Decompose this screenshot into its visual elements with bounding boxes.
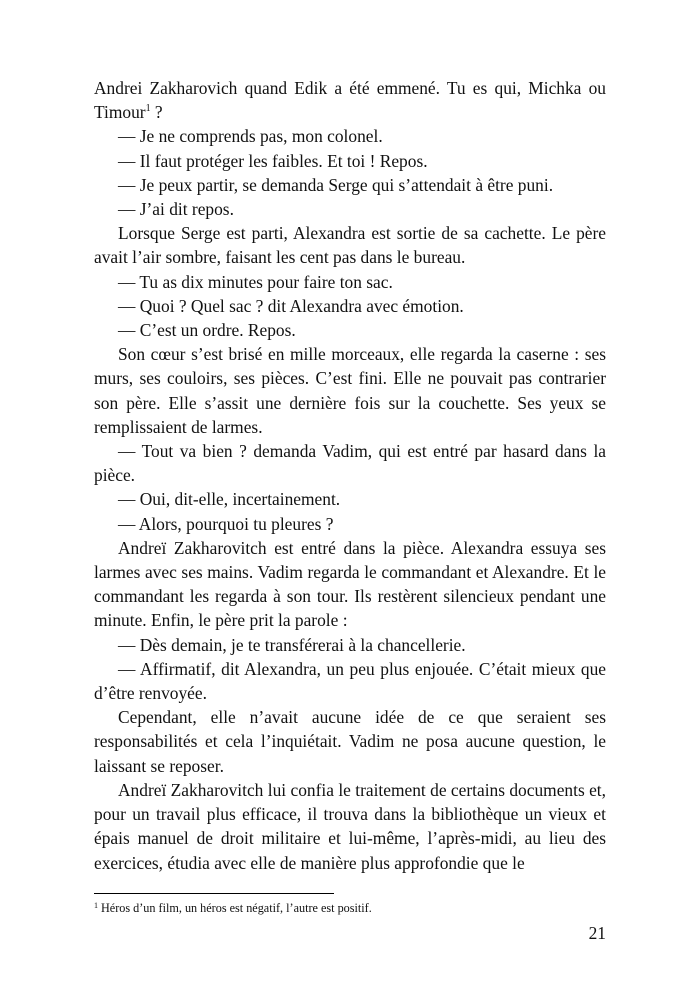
footnote-reference: 1 (145, 103, 151, 115)
paragraph-text: Andrei Zakharovich quand Edik a été emmené. Tu es qui, Michka ou Timour (94, 78, 606, 123)
paragraph: — Dès demain, je te transférerai à la chancellerie. (118, 634, 466, 655)
paragraph: — C’est un ordre. Repos. (118, 320, 296, 341)
footnote-marker: 1 (94, 901, 98, 910)
paragraph: — Je ne comprends pas, mon colonel. (118, 126, 383, 147)
paragraph: Lorsque Serge est parti, Alexandra est sortie de sa cachette. Le père avait l’air sombre, faisant les cent pas dans le bureau. (94, 223, 606, 268)
footnote (94, 901, 606, 916)
paragraph (94, 76, 606, 124)
footnote-text: Héros d’un film, un héros est négatif, l’autre est positif. (101, 901, 372, 915)
paragraph: Andreï Zakharovitch est entré dans la pièce. Alexandra essuya ses larmes avec ses mains. Vadim regarda le commandant et Alexandre. Et le commandant les regarda à son tour. Ils restèrent silencieux pendant une minute. Enfin, le père prit la parole : (94, 537, 606, 631)
paragraph: — Oui, dit-elle, incertainement. (118, 489, 341, 510)
paragraph: Cependant, elle n’avait aucune idée de ce que seraient ses responsabilités et cela l’inquiétait. Vadim ne posa aucune question, le laissant se reposer. (94, 707, 606, 776)
paragraph: — J’ai dit repos. (118, 199, 234, 220)
page-number: 21 (588, 923, 606, 943)
paragraph: — Tout va bien ? demanda Vadim, qui est entré par hasard dans la pièce. (94, 441, 606, 486)
paragraph: — Quoi ? Quel sac ? dit Alexandra avec émotion. (118, 295, 464, 316)
paragraph: — Affirmatif, dit Alexandra, un peu plus enjouée. C’était mieux que d’être renvoyée. (94, 658, 606, 704)
paragraph: — Tu as dix minutes pour faire ton sac. (118, 271, 393, 292)
body-text (94, 76, 606, 875)
paragraph: Son cœur s’est brisé en mille morceaux, elle regarda la caserne : ses murs, ses couloirs, ses pièces. C’est fini. Elle ne pouvait pas contrarier son père. Elle s’assit une dernière fois sur la couchette. Ses yeux se remplissaient de larmes. (94, 344, 606, 437)
paragraph-text-end: ? (150, 102, 163, 123)
paragraph: Andreï Zakharovitch lui confia le traitement de certains documents et, pour un travail plus efficace, il trouva dans la bibliothèque un vieux et épais manuel de droit militaire et lui-même, l’après-midi, au lieu des exercices, étudia avec elle de manière plus approfondie que le (94, 779, 606, 873)
paragraph: — Il faut protéger les faibles. Et toi ! Repos. (118, 150, 428, 171)
footnote-divider (94, 893, 334, 894)
paragraph: — Je peux partir, se demanda Serge qui s’attendait à être puni. (118, 174, 554, 195)
paragraph: — Alors, pourquoi tu pleures ? (118, 513, 334, 534)
